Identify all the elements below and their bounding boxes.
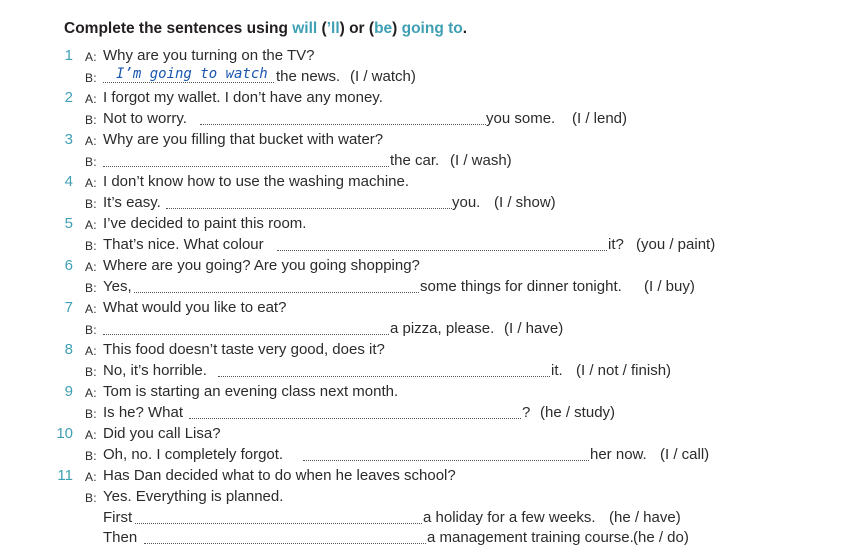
speaker-label: A: <box>85 92 97 106</box>
hint: (I / call) <box>660 446 710 463</box>
speaker-label: A: <box>85 470 97 484</box>
item-number: 11 <box>57 467 73 484</box>
speaker-text: Tom is starting an evening class next month. <box>103 383 399 400</box>
answer-blank[interactable] <box>134 292 419 293</box>
speaker-label: B: <box>85 491 97 505</box>
b-pre-text: Oh, no. I completely forgot. <box>103 446 284 463</box>
speaker-label: B: <box>85 323 97 337</box>
speaker-label: A: <box>85 386 97 400</box>
then-label: Then <box>103 529 138 546</box>
speaker-text: Where are you going? Are you going shopping? <box>103 257 420 274</box>
speaker-label: B: <box>85 449 97 463</box>
speaker-label: B: <box>85 113 97 127</box>
speaker-text: What would you like to eat? <box>103 299 287 316</box>
hint: (I / wash) <box>450 152 512 169</box>
speaker-text: I’ve decided to paint this room. <box>103 215 307 232</box>
speaker-text: Has Dan decided what to do when he leaves school? <box>103 467 456 484</box>
b-pre-text: Not to worry. <box>103 110 187 127</box>
b-post-text: it. <box>551 362 563 379</box>
speaker-label: A: <box>85 260 97 274</box>
b-post-text: ? <box>522 404 531 421</box>
hint: (he / have) <box>609 509 681 526</box>
b-post-text: the news. <box>276 68 341 85</box>
item-number: 6 <box>64 257 73 274</box>
b-post-text: a pizza, please. <box>390 320 495 337</box>
speaker-label: A: <box>85 428 97 442</box>
speaker-text: Did you call Lisa? <box>103 425 221 442</box>
hint: (I / buy) <box>644 278 695 295</box>
speaker-label: A: <box>85 176 97 190</box>
item-number: 1 <box>64 47 73 64</box>
b-post-text: some things for dinner tonight. <box>420 278 622 295</box>
item-number: 2 <box>64 89 73 106</box>
speaker-label: B: <box>85 71 97 85</box>
b-post-text: you some. <box>486 110 556 127</box>
item-number: 5 <box>64 215 73 232</box>
answer-blank[interactable] <box>303 460 589 461</box>
answer-blank[interactable] <box>135 523 422 524</box>
answer-blank[interactable] <box>103 334 389 335</box>
item-number: 7 <box>64 299 73 316</box>
speaker-text: I don’t know how to use the washing machine. <box>103 173 410 190</box>
speaker-label: B: <box>85 155 97 169</box>
speaker-text: Why are you turning on the TV? <box>103 47 315 64</box>
speaker-text: Why are you filling that bucket with water? <box>103 131 384 148</box>
b-post-text: a holiday for a few weeks. <box>423 509 596 526</box>
hint: (I / have) <box>504 320 564 337</box>
b-post-text: you. <box>452 194 481 211</box>
hint: (he / do) <box>633 529 689 546</box>
answer-blank[interactable] <box>166 208 452 209</box>
speaker-label: A: <box>85 302 97 316</box>
speaker-label: B: <box>85 281 97 295</box>
b-pre-text: Is he? What <box>103 404 184 421</box>
speaker-label: B: <box>85 365 97 379</box>
item-number: 4 <box>64 173 73 190</box>
b-post-text: her now. <box>590 446 647 463</box>
b-pre-text: It’s easy. <box>103 194 161 211</box>
speaker-label: B: <box>85 407 97 421</box>
answer-blank[interactable] <box>144 543 426 544</box>
b-post-text: a management training course. <box>427 529 634 546</box>
answer-blank[interactable] <box>200 124 486 125</box>
item-number: 10 <box>56 425 73 442</box>
hint: (I / watch) <box>350 68 416 85</box>
hint: (you / paint) <box>636 236 716 253</box>
b-post-text: the car. <box>390 152 440 169</box>
speaker-label: B: <box>85 239 97 253</box>
b-pre-text: Yes, <box>103 278 132 295</box>
hint: (I / lend) <box>572 110 628 127</box>
speaker-label: A: <box>85 134 97 148</box>
speaker-text: I forgot my wallet. I don’t have any money. <box>103 89 383 106</box>
b-pre-text: No, it’s horrible. <box>103 362 207 379</box>
speaker-label: A: <box>85 344 97 358</box>
hint: (I / not / finish) <box>576 362 672 379</box>
answer-blank[interactable] <box>103 166 389 167</box>
item-number: 8 <box>64 341 73 358</box>
answer-blank[interactable] <box>218 376 550 377</box>
item-number: 9 <box>64 383 73 400</box>
exercise-instruction: Complete the sentences using will (’ll) or (be) going to. <box>64 20 468 37</box>
filled-answer: I’m going to watch <box>116 66 268 82</box>
b-pre-text: Yes. Everything is planned. <box>103 488 284 505</box>
speaker-label: B: <box>85 197 97 211</box>
answer-blank[interactable] <box>189 418 521 419</box>
first-label: First <box>103 509 133 526</box>
item-number: 3 <box>64 131 73 148</box>
b-pre-text: That’s nice. What colour <box>103 236 264 253</box>
speaker-label: A: <box>85 218 97 232</box>
hint: (I / show) <box>494 194 556 211</box>
speaker-label: A: <box>85 50 97 64</box>
hint: (he / study) <box>540 404 616 421</box>
speaker-text: This food doesn’t taste very good, does it? <box>103 341 385 358</box>
answer-blank[interactable] <box>277 250 607 251</box>
b-post-text: it? <box>608 236 624 253</box>
